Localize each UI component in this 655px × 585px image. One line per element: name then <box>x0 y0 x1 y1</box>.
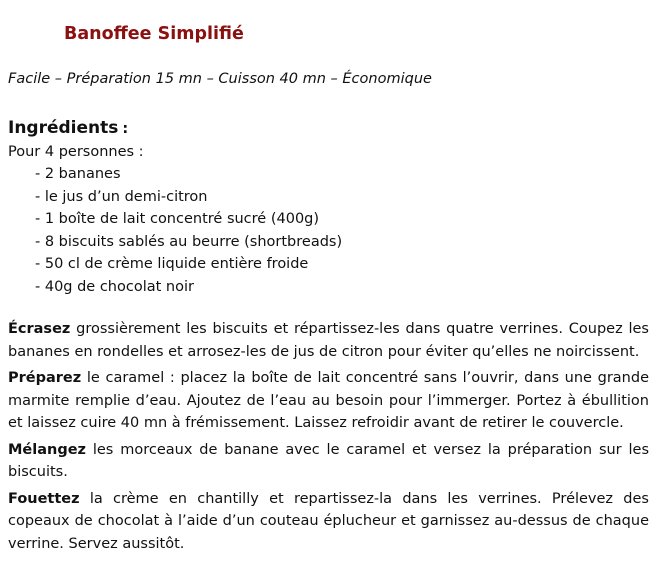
ingredients-heading-colon: : <box>122 121 129 137</box>
ingredient-item: - 50 cl de crème liquide entière froide <box>35 256 309 272</box>
step-text: le caramel : placez la boîte de lait concentré sans l’ouvrir, dans une grande marmite remplie d’eau. Ajoutez de l’eau au besoin pour l’immerger. Portez à ébullition et laissez cuire 40 mn à frémissement. Laissez refroidir avant de retirer le couvercle. <box>8 370 649 431</box>
step-verb: Fouettez <box>8 490 80 507</box>
preparation-steps <box>8 318 649 559</box>
recipe-title: Banoffee Simplifié <box>64 24 244 44</box>
step-verb: Écrasez <box>8 321 71 337</box>
recipe-meta: Facile – Préparation 15 mn – Cuisson 40 mn – Économique <box>8 71 432 87</box>
step-paragraph <box>8 367 649 435</box>
step-text: les morceaux de banane avec le caramel et versez la préparation sur les biscuits. <box>8 441 649 480</box>
step-text: grossièrement les biscuits et répartissez-les dans quatre verrines. Coupez les bananes en rondelles et arrosez-les de jus de citron pour éviter qu’elles ne noircissent. <box>8 321 649 360</box>
ingredients-list <box>35 163 342 298</box>
ingredient-item: - 40g de chocolat noir <box>35 278 194 295</box>
ingredient-item: - 1 boîte de lait concentré sucré (400g) <box>35 211 320 227</box>
step-verb: Préparez <box>8 370 82 386</box>
ingredient-item: - le jus d’un demi-citron <box>35 188 208 205</box>
step-text: la crème en chantilly et repartissez-la dans les verrines. Prélevez des copeaux de chocolat à l’aide d’un couteau éplucheur et garnissez au-dessus de chaque verrine. Servez aussitôt. <box>8 490 649 552</box>
ingredients-heading-label: Ingrédients <box>8 118 119 138</box>
step-verb: Mélangez <box>8 441 86 458</box>
ingredient-item: - 2 bananes <box>35 166 121 182</box>
step-paragraph <box>8 488 649 556</box>
ingredients-heading <box>8 116 128 141</box>
ingredient-item: - 8 biscuits sablés au beurre (shortbreads) <box>35 233 343 250</box>
step-paragraph <box>8 318 649 363</box>
servings-text: Pour 4 personnes : <box>8 144 144 160</box>
step-paragraph <box>8 439 649 484</box>
